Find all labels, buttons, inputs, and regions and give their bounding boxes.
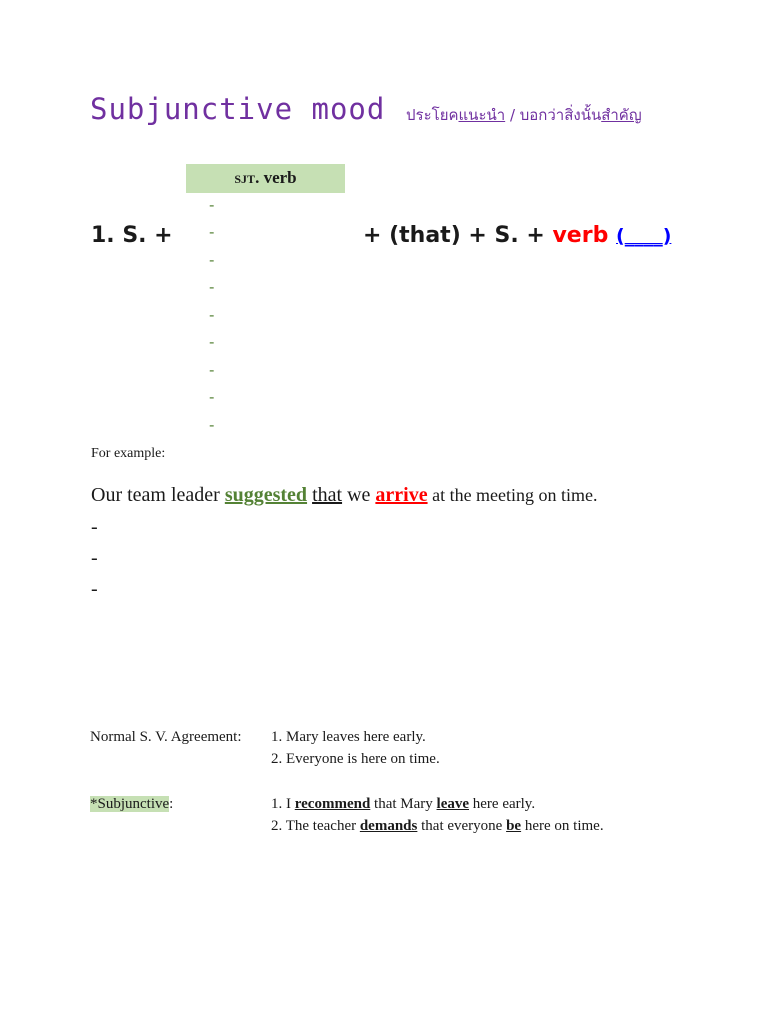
- subjunctive-label: [90, 796, 173, 813]
- normal-agreement-label: Normal S. V. Agreement:: [90, 729, 242, 745]
- example-sentence: [91, 484, 598, 507]
- verb-list-dash: -: [209, 306, 215, 324]
- formula-middle: + (that) + S. +: [363, 223, 545, 248]
- sj-word-leave: leave: [436, 796, 470, 812]
- subjunctive-label-highlight: *Subjunctive: [90, 796, 170, 812]
- subjunctive-example-2: [271, 818, 604, 835]
- blank-close: ): [662, 225, 672, 247]
- formula-blank: [616, 225, 671, 247]
- sj-text: here on time.: [521, 818, 604, 834]
- verb-list-dash: -: [209, 361, 215, 379]
- example-dash: -: [91, 578, 98, 600]
- example-word-suggested: suggested: [224, 484, 308, 506]
- example-text-end: at the meeting on time.: [427, 485, 598, 505]
- verb-list-dash: -: [209, 223, 215, 241]
- example-dash: -: [91, 516, 98, 538]
- thai-word-tell: บอกว่าสิ่งนั้น: [519, 106, 602, 124]
- verb-list-dash: -: [209, 388, 215, 406]
- thai-subtitle: [406, 103, 642, 127]
- formula-that-clause: [363, 223, 671, 248]
- sj-text: 1. I: [271, 796, 295, 812]
- verb-list-dash: -: [209, 251, 215, 269]
- subjunctive-colon: :: [169, 796, 174, 812]
- verb-list-dash: -: [209, 416, 215, 434]
- subjunctive-example-1: [271, 796, 535, 813]
- page-title: Subjunctive mood: [90, 92, 386, 126]
- thai-word-important: สำคัญ: [601, 106, 642, 124]
- verb-list-dash: -: [209, 333, 215, 351]
- sj-text: here early.: [469, 796, 536, 812]
- blank-open: (: [616, 225, 625, 247]
- sj-word-recommend: recommend: [294, 796, 371, 812]
- example-word-that: that: [312, 484, 343, 506]
- formula-verb: verb: [552, 223, 609, 248]
- verb-list-dash: -: [209, 196, 215, 214]
- blank-line: ____: [624, 225, 663, 247]
- sjt-abbrev: SJT: [234, 172, 256, 186]
- sj-word-be: be: [506, 818, 522, 834]
- normal-example-1: 1. Mary leaves here early.: [271, 729, 426, 745]
- sj-text: that everyone: [417, 818, 507, 834]
- example-text: we: [342, 484, 376, 506]
- sj-word-demands: demands: [359, 818, 418, 834]
- example-label: For example:: [91, 446, 166, 461]
- sj-text: that Mary: [370, 796, 437, 812]
- example-dash: -: [91, 547, 98, 569]
- sjt-verb-word: . verb: [255, 168, 297, 187]
- thai-separator: /: [505, 106, 520, 124]
- verb-list-dash: -: [209, 278, 215, 296]
- sjt-verb-header: [186, 168, 345, 188]
- thai-word-sentence: ประโยค: [406, 106, 459, 124]
- normal-example-2: 2. Everyone is here on time.: [271, 751, 440, 767]
- example-text: Our team leader: [91, 484, 225, 506]
- formula-subject: 1. S. +: [91, 223, 173, 248]
- example-word-arrive: arrive: [375, 484, 428, 506]
- sj-text: 2. The teacher: [271, 818, 360, 834]
- thai-word-suggest: แนะนำ: [458, 106, 506, 124]
